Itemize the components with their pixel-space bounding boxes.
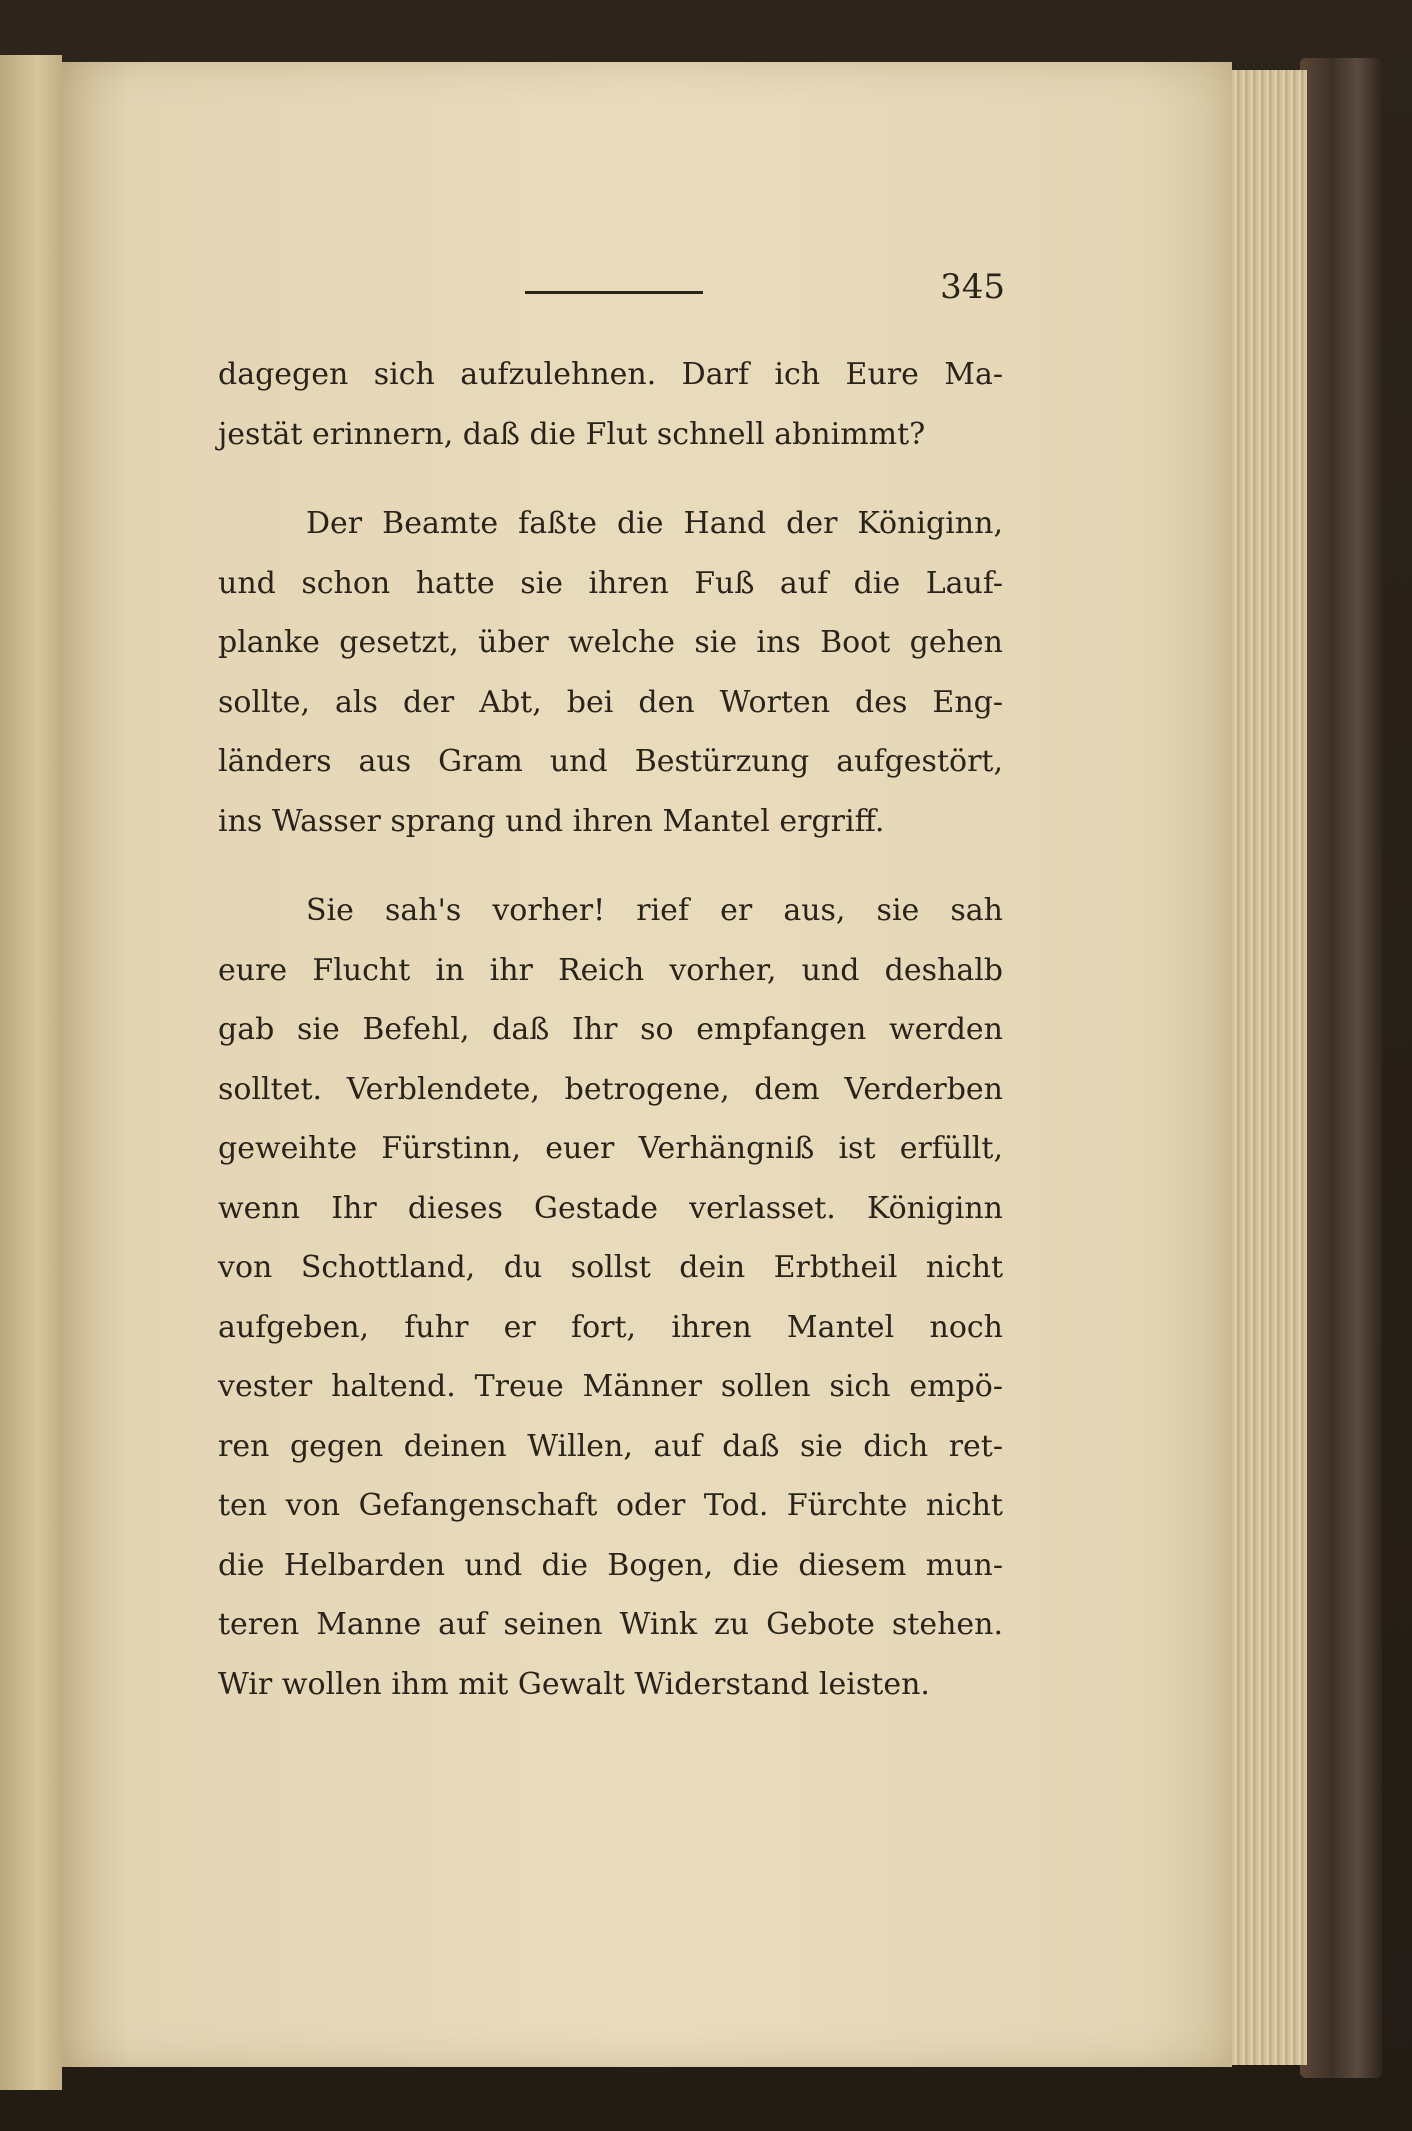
text-line: wenn Ihr dieses Gestade verlasset. Königinn	[218, 1190, 1003, 1226]
header-rule	[525, 291, 703, 294]
text-line: jestät erinnern, daß die Flut schnell abnimmt?	[218, 416, 926, 452]
text-line: sollte, als der Abt, bei den Worten des Eng-	[218, 684, 1003, 720]
text-line: geweihte Fürstinn, euer Verhängniß ist erfüllt,	[218, 1131, 1003, 1166]
text-line: ten von Gefangenschaft oder Tod. Fürchte nicht	[218, 1488, 1003, 1523]
text-line: eure Flucht in ihr Reich vorher, und deshalb	[218, 952, 1003, 988]
text-line: und schon hatte sie ihren Fuß auf die Lauf-	[218, 565, 1003, 601]
text-line: gab sie Befehl, daß Ihr so empfangen werden	[218, 1012, 1003, 1047]
text-line: Wir wollen ihm mit Gewalt Widerstand leisten.	[218, 1666, 930, 1702]
text-line: dagegen sich aufzulehnen. Darf ich Eure Ma-	[218, 357, 1003, 392]
book-binding	[1300, 58, 1382, 2078]
text-line: Sie sah's vorher! rief er aus, sie sah	[306, 893, 1003, 928]
text-line: aufgeben, fuhr er fort, ihren Mantel noch	[218, 1309, 1003, 1345]
text-line: solltet. Verblendete, betrogene, dem Verderben	[218, 1071, 1003, 1107]
text-line: planke gesetzt, über welche sie ins Boot gehen	[218, 625, 1003, 660]
page-edges	[1225, 70, 1307, 2065]
text-line: vester haltend. Treue Männer sollen sich empö-	[218, 1369, 1003, 1404]
body-text	[218, 345, 1003, 1714]
text-line: ren gegen deinen Willen, auf daß sie dich ret-	[218, 1428, 1003, 1464]
text-line: Der Beamte faßte die Hand der Königinn,	[306, 506, 1003, 541]
text-line: von Schottland, du sollst dein Erbtheil nicht	[218, 1250, 1003, 1285]
paragraph-gap	[218, 851, 1003, 881]
text-line: ins Wasser sprang und ihren Mantel ergriff.	[218, 803, 885, 839]
left-page-edge	[0, 55, 62, 2090]
text-line: teren Manne auf seinen Wink zu Gebote stehen.	[218, 1607, 1003, 1642]
paragraph-gap	[218, 464, 1003, 494]
text-line: länders aus Gram und Bestürzung aufgestört,	[218, 744, 1003, 779]
page-number: 345	[940, 267, 1005, 307]
text-line: die Helbarden und die Bogen, die diesem mun-	[218, 1547, 1003, 1583]
